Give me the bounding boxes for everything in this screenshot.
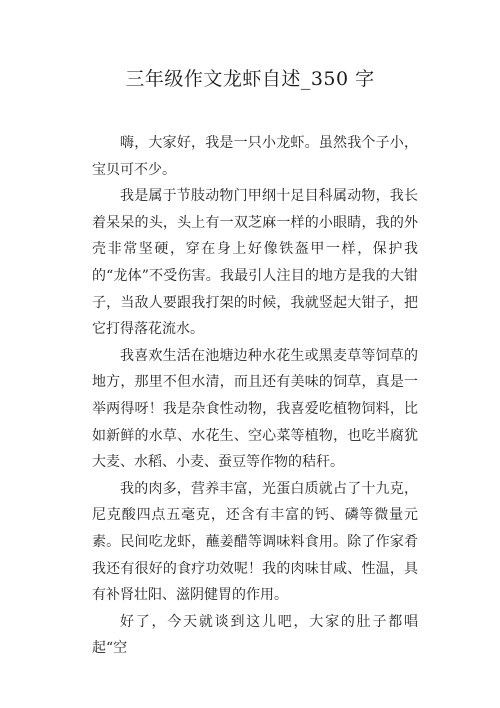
paragraph-1: 嗨，大家好，我是一只小龙虾。虽然我个子小，宝贝可不少。: [92, 135, 418, 178]
document-body: [92, 130, 418, 662]
paragraph-4: 我的肉多，营养丰富，光蛋白质就占了十九克，尼克酸四点五毫克，还含有丰富的钙、磷等微量元素。民间吃龙虾，蘸姜醋等调味料食用。除了作家肴我还有很好的食疗功效呢！我的肉味甘咸、性温，具有补肾壮阳、滋阴健胃的作用。: [92, 480, 418, 604]
paragraph-5: 好了，今天就谈到这儿吧，大家的肚子都唱起“空: [92, 613, 418, 657]
paragraph-2: 我是属于节肢动物门甲纲十足目科属动物，我长着呆呆的头，头上有一双芝麻一样的小眼睛，我的外壳非常坚硬，穿在身上好像铁盔甲一样，保护我的“龙体”不受伤害。我最引人注目的地方是我的大钳子，当敌人要跟我打架的时候，我就竖起大钳子，把它打得落花流水。: [92, 188, 418, 338]
document-title: 三年级作文龙虾自述_350 字: [125, 68, 375, 90]
paragraph-3: 我喜欢生活在池塘边种水花生或黑麦草等饲草的地方，那里不但水清，而且还有美味的饲草，真是一举两得呀！我是杂食性动物，我喜爱吃植物饲料，比如新鲜的水草、水花生、空心菜等植物，也吃半腐犹大麦、水稻、小麦、蚕豆等作物的秸秆。: [92, 347, 418, 471]
